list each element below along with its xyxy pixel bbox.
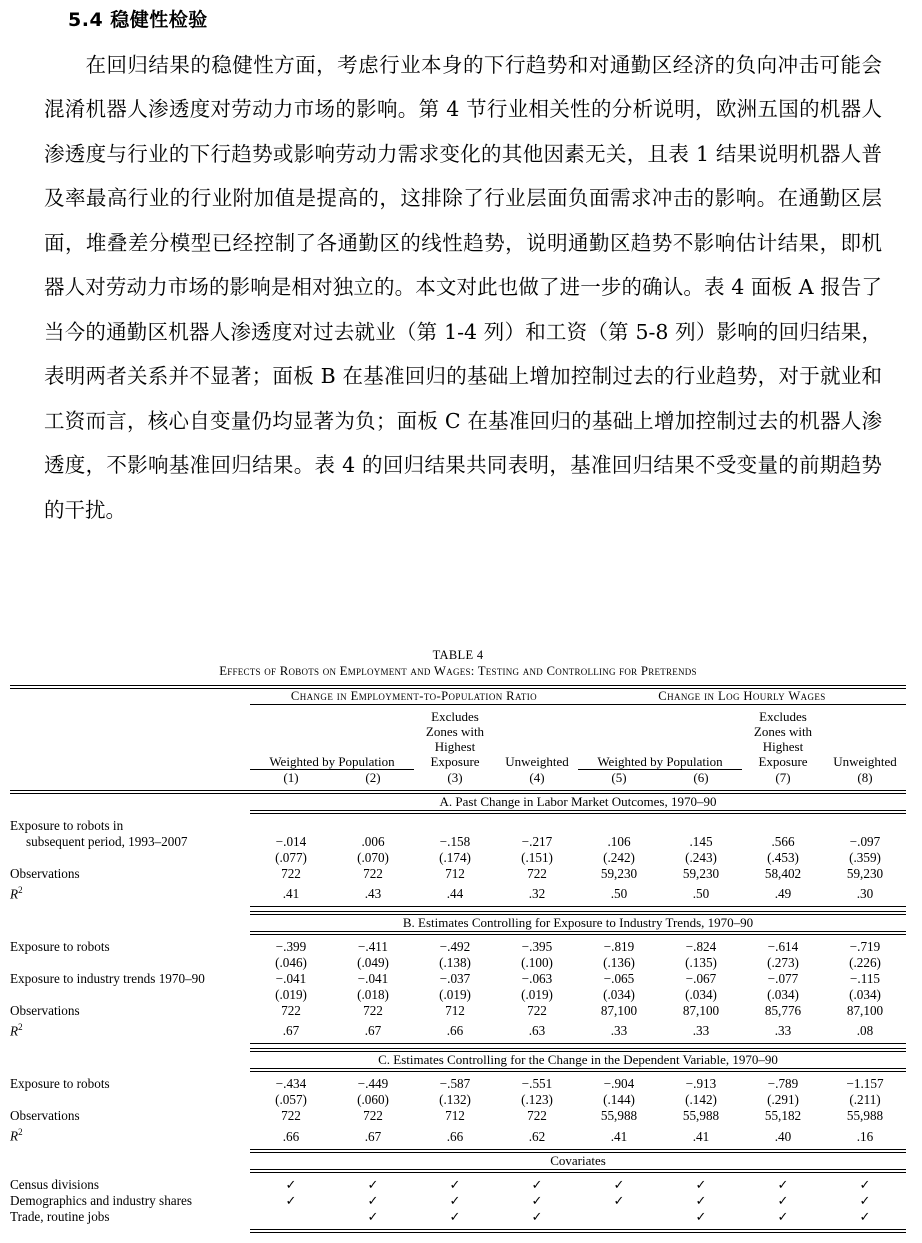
body-paragraph bbox=[44, 43, 882, 533]
cell-a1-3: 712 bbox=[445, 865, 465, 881]
check-cov1-5: ✓ bbox=[613, 1192, 625, 1208]
check-cov0-6: ✓ bbox=[695, 1176, 707, 1192]
cell-b3-5: .33 bbox=[610, 1023, 628, 1039]
se-b1-6: (.034) bbox=[685, 986, 717, 1002]
cell-b0-6: −.824 bbox=[685, 938, 717, 954]
cell-c1-8: 55,988 bbox=[846, 1108, 884, 1124]
cell-a1-2: 722 bbox=[363, 865, 383, 881]
cell-c2-5: .41 bbox=[610, 1128, 628, 1144]
column-number-2: (2) bbox=[365, 769, 381, 785]
cell-c1-5: 55,988 bbox=[600, 1108, 638, 1124]
paragraph-text: 在回归结果的稳健性方面，考虑行业本身的下行趋势和对通勤区经济的负向冲击可能会混淆机器人渗透度对劳动力市场的影响。第 4 节行业相关性的分析说明，欧洲五国的机器人渗透度与行业的下行趋势或影响劳动力需求变化的其他因素无关，且表 1 结果说明机器人普及率最高行业的行业附加值是提高的，这排除了行业层面负面需求冲击的影响。在通勤区层面，堆叠差分模型已经控制了各通勤区的线性趋势，说明通勤区趋势不影响估计结果，即机器人对劳动力市场的影响是相对独立的。本文对此也做了进一步的确认。表 4 面板 A 报告了当今的通勤区机器人渗透度对过去就业（第 1-4 列）和工资（第 5-8 列）影响的回归结果，表明两者关系并不显著；面板 B 在基准回归的基础上增加控制过去的行业趋势，对于就业和工资而言，核心自变量仍均显著为负；面板 C 在基准回归的基础上增加控制过去的机器人渗透度，不影响基准回归结果。表 4 的回归结果共同表明，基准回归结果不受变量的前期趋势的干扰。 bbox=[44, 52, 882, 522]
cell-b3-6: .33 bbox=[692, 1023, 710, 1039]
table-row bbox=[10, 1209, 906, 1225]
se-b1-1: (.019) bbox=[275, 986, 307, 1002]
se-a0-4: (.151) bbox=[521, 849, 553, 865]
rule-bottom bbox=[10, 1229, 906, 1232]
se-c0-5: (.144) bbox=[603, 1092, 635, 1108]
section-heading: 5.4 稳健性检验 bbox=[68, 9, 208, 31]
cell-c1-3: 712 bbox=[445, 1108, 465, 1124]
table-row-se bbox=[10, 987, 906, 1003]
se-b0-7: (.273) bbox=[767, 954, 799, 970]
cell-a1-6: 59,230 bbox=[682, 865, 720, 881]
cell-b2-1: 722 bbox=[281, 1002, 301, 1018]
column-number-1: (1) bbox=[283, 769, 299, 785]
excludes2-line-4: Exposure bbox=[758, 754, 808, 769]
document-body bbox=[44, 0, 882, 532]
se-b0-6: (.135) bbox=[685, 954, 717, 970]
column-number-7: (7) bbox=[775, 769, 791, 785]
se-b0-8: (.226) bbox=[849, 954, 881, 970]
table-row bbox=[10, 1003, 906, 1019]
cell-a0-8: −.097 bbox=[849, 833, 881, 849]
panel-b-header: B. Estimates Controlling for Exposure to Industry Trends, 1970–90 bbox=[402, 914, 754, 930]
cell-c0-4: −.551 bbox=[521, 1076, 553, 1092]
se-a0-6: (.243) bbox=[685, 849, 717, 865]
row-label-trade-routine-jobs: Trade, routine jobs bbox=[10, 1208, 110, 1224]
check-cov2-6: ✓ bbox=[695, 1208, 707, 1224]
se-b1-4: (.019) bbox=[521, 986, 553, 1002]
cell-b1-3: −.037 bbox=[439, 970, 471, 986]
se-a0-7: (.453) bbox=[767, 849, 799, 865]
panel-c-header: C. Estimates Controlling for the Change in the Dependent Variable, 1970–90 bbox=[378, 1052, 778, 1068]
cell-b1-8: −.115 bbox=[849, 970, 881, 986]
table-row bbox=[10, 1177, 906, 1193]
row-label-exposure-robots-c: Exposure to robots bbox=[10, 1076, 110, 1092]
table-row bbox=[10, 1124, 906, 1144]
cell-b1-2: −.041 bbox=[357, 970, 389, 986]
subheader-excludes-2 bbox=[742, 709, 824, 769]
se-c0-2: (.060) bbox=[357, 1092, 389, 1108]
excludes-line-1: Excludes bbox=[431, 709, 479, 724]
excludes-line-4: Exposure bbox=[430, 754, 480, 769]
subheader-weighted-1: Weighted by Population bbox=[250, 709, 414, 769]
subheader-weighted-2: Weighted by Population bbox=[578, 709, 742, 769]
se-b1-3: (.019) bbox=[439, 986, 471, 1002]
row-label-observations: Observations bbox=[10, 1108, 80, 1124]
cell-b1-5: −.065 bbox=[603, 970, 635, 986]
excludes2-line-1: Excludes bbox=[759, 709, 807, 724]
column-number-8: (8) bbox=[857, 769, 873, 785]
check-cov2-5 bbox=[578, 1209, 660, 1225]
subheader-unweighted-2: Unweighted bbox=[833, 754, 897, 769]
cell-b1-7: −.077 bbox=[767, 970, 799, 986]
cell-c1-4: 722 bbox=[527, 1108, 547, 1124]
cell-a1-4: 722 bbox=[527, 865, 547, 881]
cell-c2-6: .41 bbox=[692, 1128, 710, 1144]
check-cov0-7: ✓ bbox=[777, 1176, 789, 1192]
check-cov2-4: ✓ bbox=[531, 1208, 543, 1224]
excludes-line-2: Zones with bbox=[425, 724, 485, 739]
cell-b3-2: .67 bbox=[364, 1023, 382, 1039]
cell-b0-7: −.614 bbox=[767, 938, 799, 954]
table-row bbox=[10, 971, 906, 987]
covariates-header-row bbox=[10, 1152, 906, 1169]
row-label-r-squared: $R^2$ bbox=[10, 1021, 23, 1039]
cell-b3-1: .67 bbox=[282, 1023, 300, 1039]
table-row bbox=[10, 1019, 906, 1039]
column-number-5: (5) bbox=[611, 769, 627, 785]
check-cov0-1: ✓ bbox=[285, 1176, 297, 1192]
check-cov2-3: ✓ bbox=[449, 1208, 461, 1224]
se-b1-5: (.034) bbox=[603, 986, 635, 1002]
table-row-se bbox=[10, 955, 906, 971]
check-cov1-7: ✓ bbox=[777, 1192, 789, 1208]
check-cov1-2: ✓ bbox=[367, 1192, 379, 1208]
table-row bbox=[10, 882, 906, 902]
cell-b2-5: 87,100 bbox=[600, 1002, 638, 1018]
cell-a0-6: .145 bbox=[689, 833, 713, 849]
se-c0-3: (.132) bbox=[439, 1092, 471, 1108]
cell-b2-2: 722 bbox=[363, 1002, 383, 1018]
check-cov2-1 bbox=[250, 1209, 332, 1225]
cell-b3-3: .66 bbox=[446, 1023, 464, 1039]
cell-a0-1: −.014 bbox=[275, 833, 307, 849]
cell-c1-7: 55,182 bbox=[764, 1108, 802, 1124]
se-b1-2: (.018) bbox=[357, 986, 389, 1002]
cell-c0-3: −.587 bbox=[439, 1076, 471, 1092]
check-cov0-3: ✓ bbox=[449, 1176, 461, 1192]
check-cov0-8: ✓ bbox=[859, 1176, 871, 1192]
cell-c1-2: 722 bbox=[363, 1108, 383, 1124]
se-a0-3: (.174) bbox=[439, 849, 471, 865]
cell-a0-5: .106 bbox=[607, 833, 631, 849]
cell-c0-7: −.789 bbox=[767, 1076, 799, 1092]
cell-b2-4: 722 bbox=[527, 1002, 547, 1018]
cell-a2-2: .43 bbox=[364, 885, 382, 901]
cell-a0-2: .006 bbox=[361, 833, 385, 849]
table-4-container bbox=[10, 648, 906, 1233]
table-number: TABLE 4 bbox=[432, 648, 484, 662]
table-row bbox=[10, 1108, 906, 1124]
check-cov2-2: ✓ bbox=[367, 1208, 379, 1224]
se-c0-8: (.211) bbox=[849, 1092, 881, 1108]
table-row bbox=[10, 834, 906, 850]
group-header-wages: Change in Log Hourly Wages bbox=[578, 689, 906, 705]
cell-b2-7: 85,776 bbox=[764, 1002, 802, 1018]
table-row bbox=[10, 1193, 906, 1209]
cell-a2-1: .41 bbox=[282, 885, 300, 901]
cell-b3-4: .63 bbox=[528, 1023, 546, 1039]
se-a0-5: (.242) bbox=[603, 849, 635, 865]
row-label-observations: Observations bbox=[10, 865, 80, 881]
se-c0-1: (.057) bbox=[275, 1092, 307, 1108]
check-cov1-4: ✓ bbox=[531, 1192, 543, 1208]
cell-a1-1: 722 bbox=[281, 865, 301, 881]
cell-a1-7: 58,402 bbox=[764, 865, 802, 881]
cell-a0-4: −.217 bbox=[521, 833, 553, 849]
row-label-demographics-industry-shares: Demographics and industry shares bbox=[10, 1192, 193, 1208]
subheader-unweighted-1: Unweighted bbox=[505, 754, 569, 769]
cell-a2-6: .50 bbox=[692, 885, 710, 901]
check-cov2-8: ✓ bbox=[859, 1208, 871, 1224]
row-label-exposure-subsequent-line1: Exposure to robots in bbox=[10, 817, 124, 833]
column-number-4: (4) bbox=[529, 769, 545, 785]
row-label-exposure-industry-trends: Exposure to industry trends 1970–90 bbox=[10, 970, 205, 986]
check-cov1-8: ✓ bbox=[859, 1192, 871, 1208]
cell-b1-1: −.041 bbox=[275, 970, 307, 986]
check-cov2-7: ✓ bbox=[777, 1208, 789, 1224]
column-number-row bbox=[10, 769, 906, 786]
se-b0-3: (.138) bbox=[439, 954, 471, 970]
se-c0-7: (.291) bbox=[767, 1092, 799, 1108]
cell-c2-4: .62 bbox=[528, 1128, 546, 1144]
cell-b0-2: −.411 bbox=[357, 938, 389, 954]
cell-b0-8: −.719 bbox=[849, 938, 881, 954]
row-label-observations: Observations bbox=[10, 1002, 80, 1018]
cell-b1-4: −.063 bbox=[521, 970, 553, 986]
table-4 bbox=[10, 685, 906, 1233]
table-row bbox=[10, 818, 906, 834]
row-label-exposure-subsequent-line2: subsequent period, 1993–2007 bbox=[26, 833, 188, 849]
check-cov0-4: ✓ bbox=[531, 1176, 543, 1192]
table-row bbox=[10, 939, 906, 955]
se-b1-7: (.034) bbox=[767, 986, 799, 1002]
se-c0-4: (.123) bbox=[521, 1092, 553, 1108]
cell-a1-5: 59,230 bbox=[600, 865, 638, 881]
cell-b2-8: 87,100 bbox=[846, 1002, 884, 1018]
row-label-census-divisions: Census divisions bbox=[10, 1176, 100, 1192]
cell-a0-7: .566 bbox=[771, 833, 795, 849]
cell-b0-4: −.395 bbox=[521, 938, 553, 954]
cell-c1-1: 722 bbox=[281, 1108, 301, 1124]
cell-c0-8: −1.157 bbox=[846, 1076, 884, 1092]
se-b0-1: (.046) bbox=[275, 954, 307, 970]
table-row-se bbox=[10, 1092, 906, 1108]
row-label-r-squared: $R^2$ bbox=[10, 884, 23, 901]
check-cov1-1: ✓ bbox=[285, 1192, 297, 1208]
cell-c0-1: −.434 bbox=[275, 1076, 307, 1092]
cell-c2-2: .67 bbox=[364, 1128, 382, 1144]
se-b0-2: (.049) bbox=[357, 954, 389, 970]
table-row bbox=[10, 1076, 906, 1092]
cell-b2-3: 712 bbox=[445, 1002, 465, 1018]
check-cov1-6: ✓ bbox=[695, 1192, 707, 1208]
cell-b1-6: −.067 bbox=[685, 970, 717, 986]
cell-a2-4: .32 bbox=[528, 885, 546, 901]
sub-header-row bbox=[10, 709, 906, 769]
cell-a2-8: .30 bbox=[856, 885, 874, 901]
cell-c2-3: .66 bbox=[446, 1128, 464, 1144]
se-b1-8: (.034) bbox=[849, 986, 881, 1002]
panel-a-header: A. Past Change in Labor Market Outcomes, 1970–90 bbox=[439, 793, 717, 809]
se-c0-6: (.142) bbox=[685, 1092, 717, 1108]
cell-b0-3: −.492 bbox=[439, 938, 471, 954]
cell-c2-7: .40 bbox=[774, 1128, 792, 1144]
excludes2-line-2: Zones with bbox=[753, 724, 813, 739]
table-row-se bbox=[10, 850, 906, 866]
row-label-r-squared: $R^2$ bbox=[10, 1127, 23, 1144]
subheader-excludes-1 bbox=[414, 709, 496, 769]
panel-c-header-row bbox=[10, 1052, 906, 1069]
cell-a0-3: −.158 bbox=[439, 833, 471, 849]
table-title: Effects of Robots on Employment and Wages: Testing and Controlling for Pretrends bbox=[219, 664, 697, 678]
check-cov0-2: ✓ bbox=[367, 1176, 379, 1192]
excludes-line-3: Highest bbox=[434, 739, 476, 754]
cell-b2-6: 87,100 bbox=[682, 1002, 720, 1018]
se-a0-1: (.077) bbox=[275, 849, 307, 865]
cell-b3-7: .33 bbox=[774, 1023, 792, 1039]
cell-a2-5: .50 bbox=[610, 885, 628, 901]
check-cov1-3: ✓ bbox=[449, 1192, 461, 1208]
se-b0-5: (.136) bbox=[603, 954, 635, 970]
column-number-3: (3) bbox=[447, 769, 463, 785]
cell-b0-1: −.399 bbox=[275, 938, 307, 954]
column-number-6: (6) bbox=[693, 769, 709, 785]
row-label-exposure-robots-b: Exposure to robots bbox=[10, 938, 110, 954]
table-row bbox=[10, 866, 906, 882]
check-cov0-5: ✓ bbox=[613, 1176, 625, 1192]
se-a0-8: (.359) bbox=[849, 849, 881, 865]
panel-b-header-row bbox=[10, 914, 906, 931]
cell-c0-2: −.449 bbox=[357, 1076, 389, 1092]
excludes2-line-3: Highest bbox=[762, 739, 804, 754]
cell-b3-8: .08 bbox=[856, 1023, 874, 1039]
cell-a2-3: .44 bbox=[446, 885, 464, 901]
cell-c0-5: −.904 bbox=[603, 1076, 635, 1092]
cell-c1-6: 55,988 bbox=[682, 1108, 720, 1124]
cell-c2-1: .66 bbox=[282, 1128, 300, 1144]
se-b0-4: (.100) bbox=[521, 954, 553, 970]
cell-c2-8: .16 bbox=[856, 1128, 874, 1144]
covariates-header: Covariates bbox=[550, 1152, 606, 1168]
cell-a2-7: .49 bbox=[774, 885, 792, 901]
group-header-row bbox=[10, 689, 906, 705]
cell-a1-8: 59,230 bbox=[846, 865, 884, 881]
cell-b0-5: −.819 bbox=[603, 938, 635, 954]
se-a0-2: (.070) bbox=[357, 849, 389, 865]
panel-a-header-row bbox=[10, 793, 906, 810]
cell-c0-6: −.913 bbox=[685, 1076, 717, 1092]
group-header-employment: Change in Employment-to-Population Ratio bbox=[250, 689, 578, 705]
